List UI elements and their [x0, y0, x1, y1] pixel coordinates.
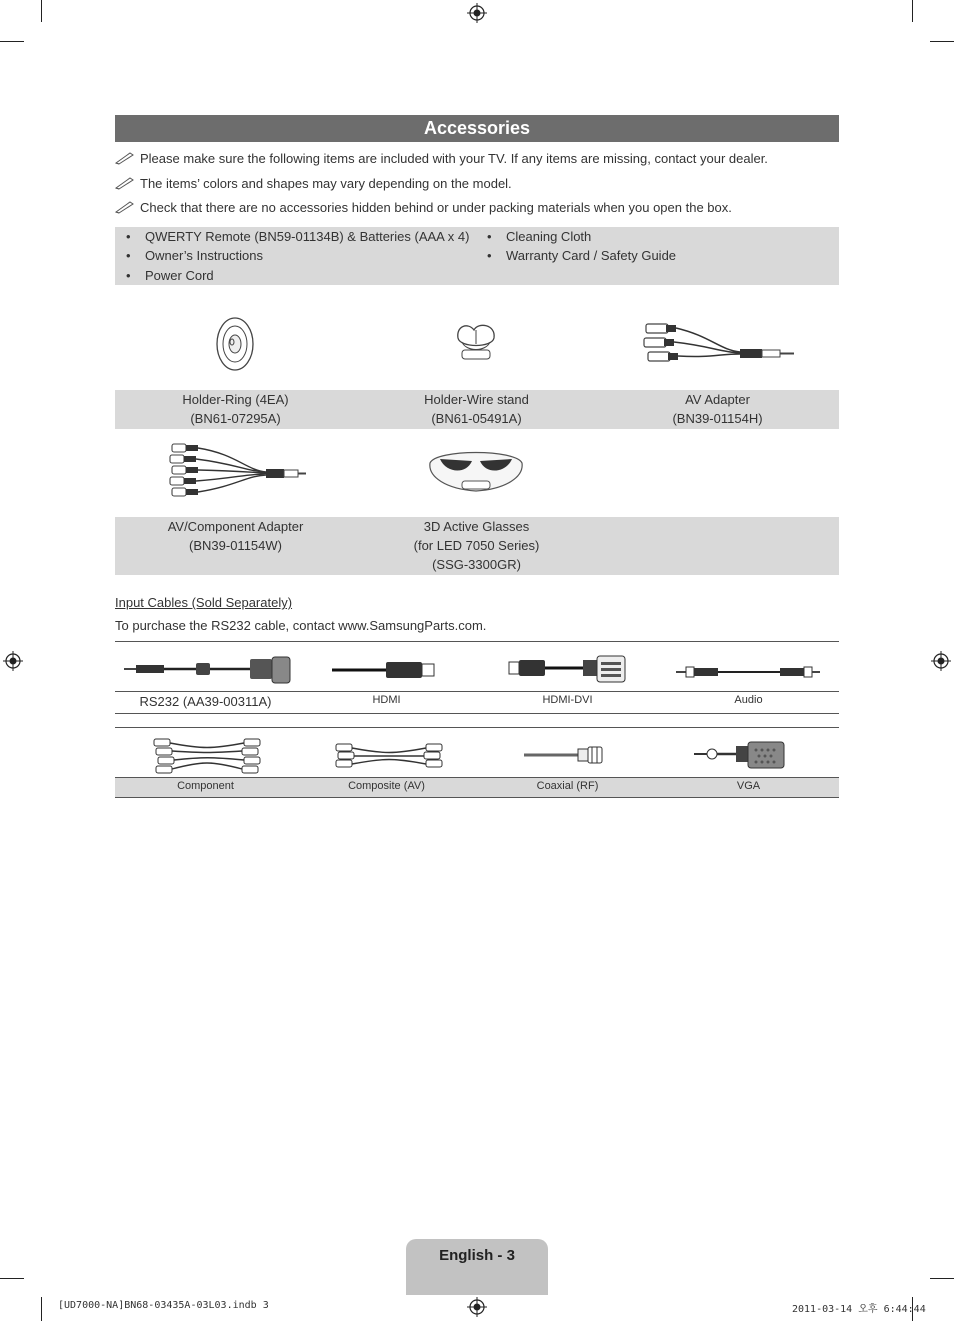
accessory-name: Holder-Ring (4EA): [182, 392, 289, 407]
accessory-name: AV Adapter: [685, 392, 750, 407]
note-text: Please make sure the following items are included with your TV. If any items are missing, contact your dealer.: [140, 151, 768, 166]
accessory-name: AV/Component Adapter: [167, 519, 304, 534]
list-item: • Power Cord: [145, 268, 214, 283]
accessory-part-number: (SSG-3300GR): [432, 557, 521, 572]
av-adapter-icon: [640, 318, 798, 370]
component-cable-icon: [152, 735, 264, 777]
composite-cable-icon: [334, 740, 446, 770]
accessory-label: [115, 390, 356, 428]
registration-mark-icon: [3, 651, 23, 671]
pencil-note-icon: [115, 151, 135, 165]
divider: [115, 797, 839, 798]
section-title: Accessories: [115, 115, 839, 142]
cable-label: HDMI-DVI: [542, 694, 593, 706]
list-item: • Owner’s Instructions: [145, 248, 263, 263]
footer-timestamp: 2011-03-14 오후 6:44:44: [792, 1304, 926, 1315]
accessory-label: [597, 390, 838, 428]
crop-mark: [41, 1297, 42, 1321]
page-number-tab: English - 3: [406, 1239, 548, 1295]
list-item: • QWERTY Remote (BN59-01134B) & Batteries (AAA x 4): [145, 229, 469, 244]
accessory-part-number: (BN61-07295A): [190, 411, 281, 426]
cable-label: Composite (AV): [348, 780, 425, 792]
accessory-name: 3D Active Glasses: [423, 519, 530, 534]
input-cables-note: To purchase the RS232 cable, contact www.SamsungParts.com.: [115, 618, 487, 633]
accessory-label: [115, 517, 356, 555]
accessory-label: [356, 517, 597, 574]
coaxial-cable-icon: [524, 744, 606, 766]
rs232-cable-icon: [124, 655, 294, 685]
cable-label: Component: [177, 780, 234, 792]
crop-mark: [912, 0, 913, 22]
accessory-part-number: (BN61-05491A): [431, 411, 522, 426]
pencil-note-icon: [115, 200, 135, 214]
holder-ring-icon: [212, 316, 258, 372]
divider: [115, 713, 839, 714]
list-item: • Warranty Card / Safety Guide: [506, 248, 676, 263]
pencil-note-icon: [115, 176, 135, 190]
registration-mark-icon: [931, 651, 951, 671]
list-item: • Cleaning Cloth: [506, 229, 591, 244]
crop-mark: [930, 41, 954, 42]
cable-label: HDMI: [372, 694, 401, 706]
note: [115, 200, 732, 215]
crop-mark: [0, 1278, 24, 1279]
accessory-part-number: (BN39-01154W): [189, 538, 282, 553]
av-component-adapter-icon: [166, 440, 308, 504]
crop-mark: [0, 41, 24, 42]
accessory-label: [356, 390, 597, 428]
footer-file-name: [UD7000-NA]BN68-03435A-03L03.indb 3: [58, 1300, 269, 1311]
accessory-name: Holder-Wire stand: [424, 392, 529, 407]
crop-mark: [930, 1278, 954, 1279]
note: [115, 176, 512, 191]
cable-label: VGA: [736, 780, 761, 792]
divider: [115, 727, 839, 728]
accessory-series: (for LED 7050 Series): [413, 538, 540, 553]
note-text: The items’ colors and shapes may vary depending on the model.: [140, 176, 512, 191]
crop-mark: [41, 0, 42, 22]
cable-label: Coaxial (RF): [536, 780, 599, 792]
divider: [115, 691, 839, 692]
registration-mark-icon: [467, 3, 487, 23]
cable-label: RS232 (AA39-00311A): [139, 694, 272, 709]
audio-cable-icon: [676, 664, 820, 680]
accessory-part-number: (BN39-01154H): [672, 411, 763, 426]
included-items-list: [115, 227, 839, 285]
vga-cable-icon: [694, 740, 788, 770]
registration-mark-icon: [467, 1297, 487, 1317]
holder-wire-stand-icon: [452, 320, 500, 362]
note-text: Check that there are no accessories hidden behind or under packing materials when you open the box.: [140, 200, 732, 215]
input-cables-heading: Input Cables (Sold Separately): [115, 595, 293, 610]
note: [115, 151, 768, 166]
hdmi-dvi-cable-icon: [507, 654, 629, 686]
cable-label: Audio: [734, 694, 763, 706]
divider: [115, 641, 839, 642]
hdmi-cable-icon: [332, 658, 436, 682]
3d-glasses-icon: [426, 445, 526, 497]
